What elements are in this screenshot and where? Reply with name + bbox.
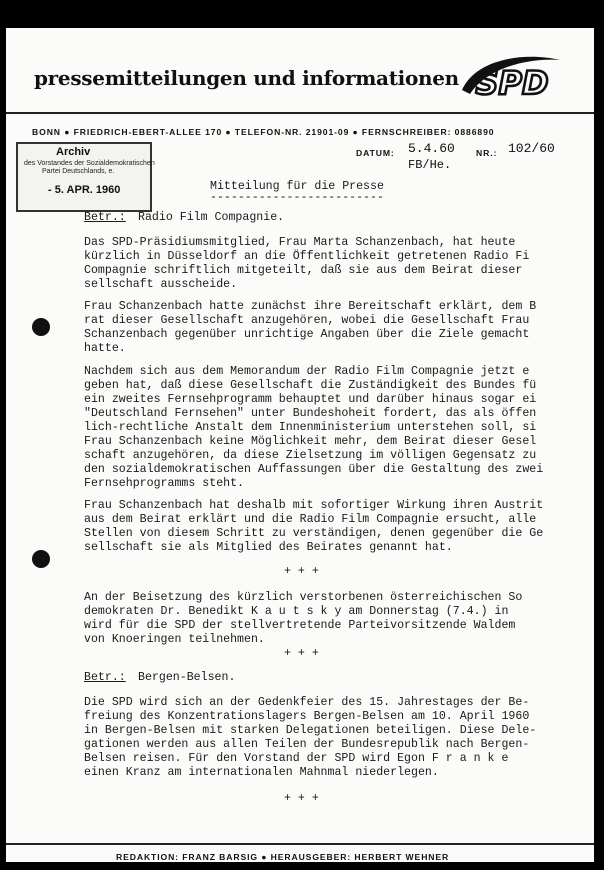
text-line: "Deutschland Fernsehen" unter Bundeshoheit fordert, das als öffen	[84, 407, 537, 420]
text-line: Das SPD-Präsidiumsmitglied, Frau Marta Schanzenbach, hat heute	[84, 236, 516, 249]
text-line: demokraten Dr. Benedikt K a u t s k y am Donnerstag (7.4.) in	[84, 605, 509, 618]
text-line: ein zweites Fernsehprogramm behauptet und darüber hinaus sogar ei	[84, 393, 537, 406]
text-line: Schanzenbach gegenüber unrichtige Angaben über die Ziele gemacht	[84, 328, 530, 341]
text-line: wird für die SPD der stellvertretende Parteivorsitzende Waldem	[84, 619, 516, 632]
address-line: BONN ● FRIEDRICH-EBERT-ALLEE 170 ● TELEFON-NR. 21901-09 ● FERNSCHREIBER: 0886890	[32, 127, 495, 137]
text-line: Die SPD wird sich an der Gedenkfeier des 15. Jahrestages der Be-	[84, 696, 530, 709]
separator-1: + + +	[284, 565, 319, 578]
text-line: hatte.	[84, 342, 126, 355]
separator-2: + + +	[284, 647, 319, 660]
text-line: sellschaft ausscheide.	[84, 278, 238, 291]
date-label: DATUM:	[356, 148, 395, 158]
stamp-line-2: des Vorstandes der Sozialdemokratischen	[24, 160, 155, 167]
text-line: Frau Schanzenbach keine Möglichkeit mehr, dem Beirat dieser Gesel	[84, 435, 537, 448]
text-line: geben hat, daß diese Gesellschaft die Zuständigkeit des Bundes fü	[84, 379, 537, 392]
spd-logo	[456, 50, 566, 108]
initials: FB/He.	[408, 158, 452, 172]
text-line: Frau Schanzenbach hatte zunächst ihre Bereitschaft erklärt, dem B	[84, 300, 537, 313]
press-heading: Mitteilung für die Presse	[210, 180, 384, 193]
punch-hole	[32, 318, 50, 336]
separator-3: + + +	[284, 792, 319, 805]
text-line: Compagnie schriftlich mitgeteilt, daß sie aus dem Beirat dieser	[84, 264, 523, 277]
text-line: lich-rechtliche Anstalt dem Innenministerium unterstehen soll, si	[84, 421, 537, 434]
stamp-date: - 5. APR. 1960	[48, 184, 121, 196]
text-line: gationen werden aus allen Teilen der Bundesrepublik nach Bergen-	[84, 738, 530, 751]
text-line: in Bergen-Belsen mit starken Delegationen beteiligen. Diese Dele-	[84, 724, 537, 737]
header-rule	[6, 112, 594, 114]
text-line: Stellen von diesem Schritt zu verständigen, denen gegenüber die Ge	[84, 527, 544, 540]
betr-label-1: Betr.:	[84, 211, 126, 224]
nr-value: 102/60	[508, 141, 555, 156]
text-line: sellschaft sie als Mitglied des Beirates genannt hat.	[84, 541, 453, 554]
text-line: einen Kranz am internationalen Mahnmal niederlegen.	[84, 766, 439, 779]
stamp-line-3: Partei Deutschlands, e.	[42, 168, 115, 175]
text-line: freiung des Konzentrationslagers Bergen-Belsen am 10. April 1960	[84, 710, 530, 723]
text-line: Frau Schanzenbach hat deshalb mit sofortiger Wirkung ihren Austrit	[84, 499, 544, 512]
subject-2: Bergen-Belsen.	[138, 671, 236, 684]
text-line: Belsen reisen. Für den Vorstand der SPD wird Egon F r a n k e	[84, 752, 509, 765]
betr-label-2: Betr.:	[84, 671, 126, 684]
document-page	[6, 28, 594, 862]
stamp-title: Archiv	[56, 146, 91, 158]
punch-hole	[32, 550, 50, 568]
text-line: schaft anzugehören, da diese Zielsetzung im völligen Gegensatz zu	[84, 449, 537, 462]
publication-title: pressemitteilungen und informationen	[34, 66, 459, 90]
subject-1: Radio Film Compagnie.	[138, 211, 285, 224]
logo-text: SPD	[475, 64, 549, 102]
text-line: An der Beisetzung des kürzlich verstorbenen österreichischen So	[84, 591, 523, 604]
text-line: Fernsehprogramms steht.	[84, 477, 245, 490]
archive-stamp	[16, 142, 155, 212]
footer-rule	[6, 843, 594, 845]
text-line: aus dem Beirat erklärt und die Radio Film Compagnie ersucht, alle	[84, 513, 537, 526]
text-line: von Knoeringen teilnehmen.	[84, 633, 265, 646]
date-value: 5.4.60	[408, 141, 455, 156]
text-line: den sozialdemokratischen Auffassungen über die Gestaltung des zwei	[84, 463, 544, 476]
text-line: Nachdem sich aus dem Memorandum der Radio Film Compagnie jetzt e	[84, 365, 530, 378]
press-heading-rule: -------------------------	[210, 191, 384, 204]
text-line: rat dieser Gesellschaft anzugehören, wobei die Gesellschaft Frau	[84, 314, 530, 327]
footer-credits: REDAKTION: FRANZ BARSIG ● HERAUSGEBER: HERBERT WEHNER	[116, 852, 450, 862]
text-line: kürzlich in Düsseldorf an die Öffentlichkeit getretenen Radio Fi	[84, 250, 530, 263]
nr-label: NR.:	[476, 148, 498, 158]
